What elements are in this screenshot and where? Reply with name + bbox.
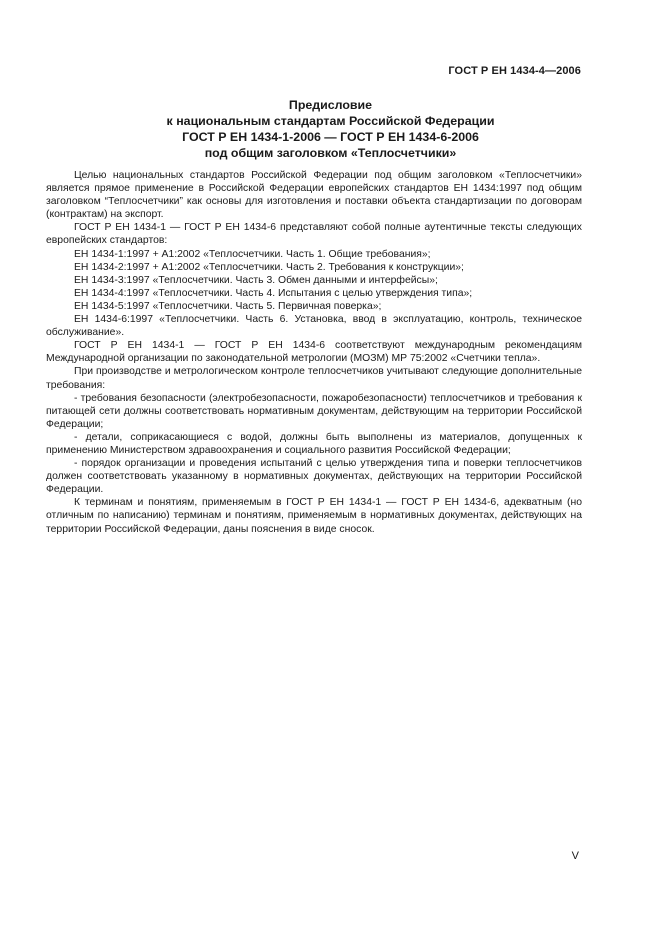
list-item: ЕН 1434-2:1997 + А1:2002 «Теплосчетчики. Часть 2. Требования к конструкции»; — [74, 261, 464, 273]
title-line-standards: ГОСТ Р ЕН 1434-1-2006 — ГОСТ Р ЕН 1434-6-2006 — [182, 130, 479, 144]
list-item: ЕН 1434-4:1997 «Теплосчетчики. Часть 4. Испытания с целью утверждения типа»; — [74, 287, 473, 299]
preface-title — [60, 97, 601, 161]
paragraph-authentic-texts: ГОСТ Р ЕН 1434-1 — ГОСТ Р ЕН 1434-6 представляют собой полные аутентичные тексты следующих европейских стандартов: — [46, 222, 582, 247]
requirement-materials: - детали, соприкасающиеся с водой, должны быть выполнены из материалов, допущенных к применению Министерством здравоохранения и социального развития Российской Федерации; — [46, 431, 582, 456]
paragraph-terms: К терминам и понятиям, применяемым в ГОСТ Р ЕН 1434-1 — ГОСТ Р ЕН 1434-6, адекватным (но отличным по написанию) терминам и понятиям, применяемым в нормативных документах, действующих на территории Российской Федерации, даны пояснения в виде сносок. — [46, 497, 582, 535]
list-item-last: ЕН 1434-6:1997 «Теплосчетчики. Часть 6. Установка, ввод в эксплуатацию, контроль, техническое обслуживание». — [46, 314, 582, 339]
title-line-scope: к национальным стандартам Российской Федерации — [166, 114, 495, 128]
paragraph-purpose: Целью национальных стандартов Российской Федерации под общим заголовком «Теплосчетчики» является прямое применение в Российской Федерации европейских стандартов ЕН 1434:1997 под общим заголовком “Теплосчетчики” как основы для изготовления и поставки объекта стандартизации по договорам (контрактам) на экспорт. — [46, 170, 582, 221]
requirement-safety: - требования безопасности (электробезопасности, пожаробезопасности) теплосчетчиков и требования к питающей сети должны соответствовать нормативным документам, действующим на территории Российской Федерации; — [46, 392, 582, 430]
paragraph-additional-requirements: При производстве и метрологическом контроле теплосчетчиков учитывают следующие дополнительные требования: — [46, 366, 582, 391]
list-item: ЕН 1434-3:1997 «Теплосчетчики. Часть 3. Обмен данными и интерфейсы»; — [74, 274, 438, 286]
preface-body — [46, 169, 582, 536]
requirement-testing: - порядок организации и проведения испытаний с целью утверждения типа и поверки теплосчетчиков должен соответствовать указанному в нормативных документах, действующих на территории Российской Федерации. — [46, 458, 582, 496]
standards-list — [46, 248, 582, 313]
paragraph-oiml: ГОСТ Р ЕН 1434-1 — ГОСТ Р ЕН 1434-6 соответствуют международным рекомендациям Международной организации по законодательной метрологии (МОЗМ) МР 75:2002 «Счетчики тепла». — [46, 340, 582, 365]
list-item: ЕН 1434-5:1997 «Теплосчетчики. Часть 5. Первичная поверка»; — [74, 300, 382, 312]
document-code-header: ГОСТ Р ЕН 1434-4—2006 — [448, 65, 581, 77]
title-line-heading: под общим заголовком «Теплосчетчики» — [204, 146, 457, 160]
list-item: ЕН 1434-1:1997 + А1:2002 «Теплосчетчики. Часть 1. Общие требования»; — [74, 248, 431, 260]
page-number: V — [571, 850, 579, 862]
title-line-preface: Предисловие — [288, 98, 373, 112]
